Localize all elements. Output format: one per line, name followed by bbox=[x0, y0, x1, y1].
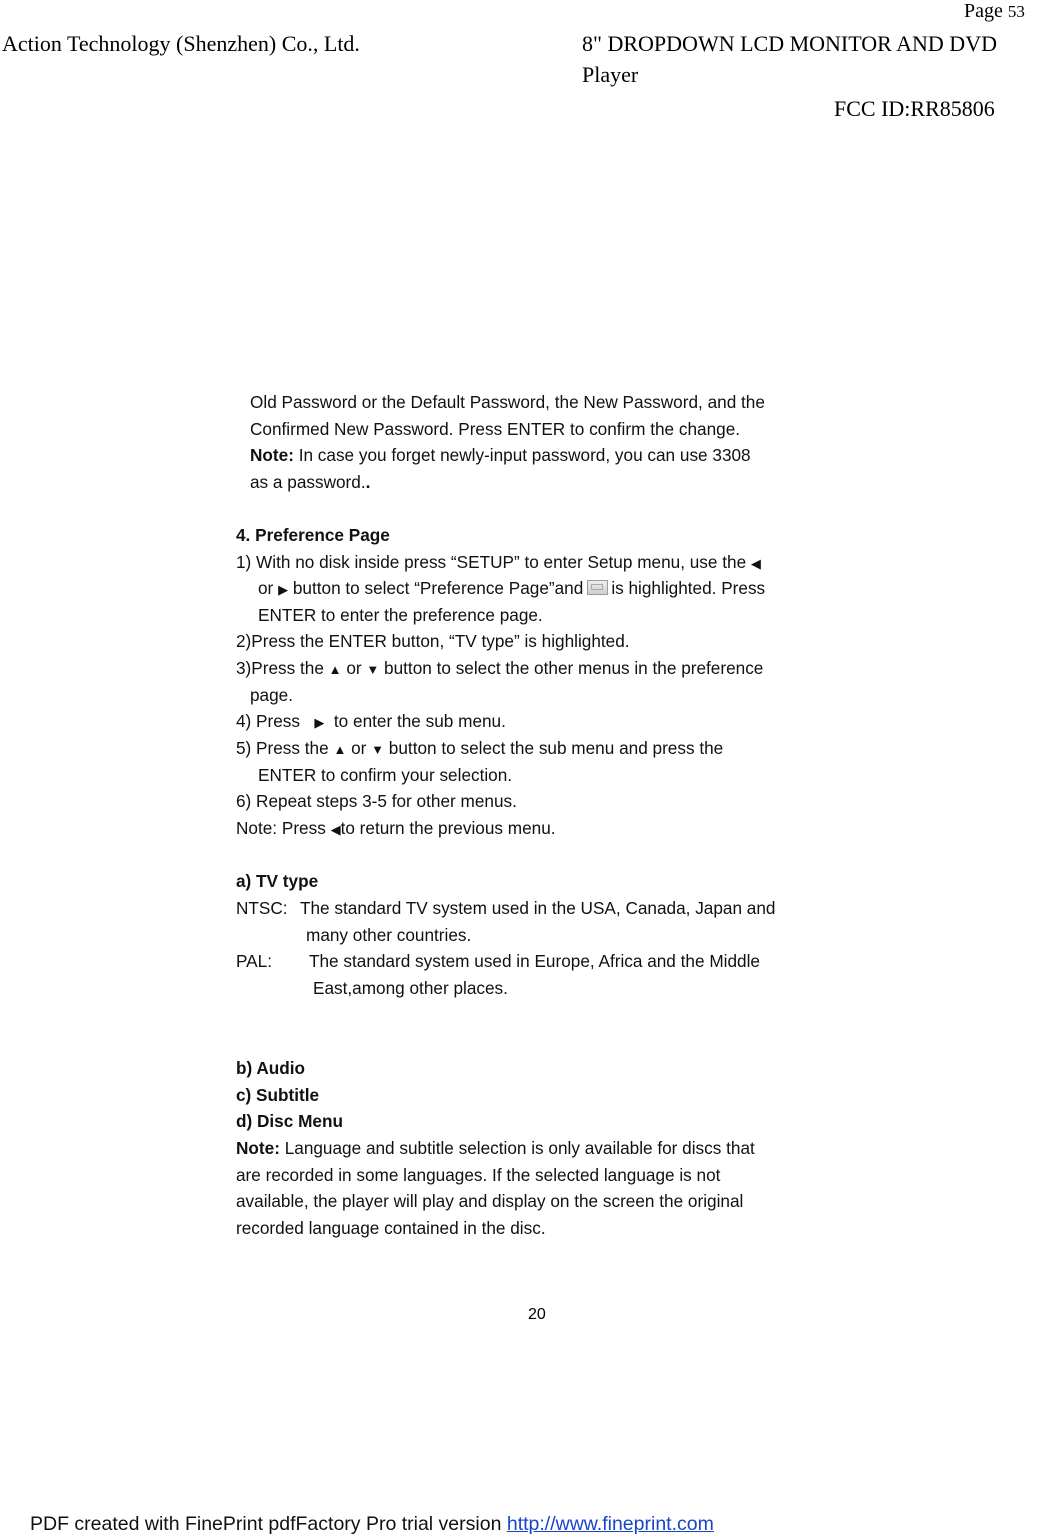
up-arrow-icon: ▲ bbox=[328, 662, 342, 677]
ntsc-description-line-2: many other countries. bbox=[306, 925, 472, 945]
password-line: Old Password or the Default Password, the New Password, and the bbox=[250, 392, 765, 412]
disc-menu-heading: d) Disc Menu bbox=[236, 1111, 343, 1131]
section-heading: 4. Preference Page bbox=[236, 525, 390, 545]
step-text: or bbox=[258, 578, 279, 598]
pal-description: The standard system used in Europe, Africa and the Middle bbox=[309, 951, 760, 971]
step-6: 6) Repeat steps 3-5 for other menus. bbox=[236, 791, 517, 811]
step-4 bbox=[236, 711, 506, 733]
step-text: button to select “Preference Page”and bbox=[292, 578, 584, 598]
step-text: is highlighted. Press bbox=[611, 578, 766, 598]
language-note bbox=[236, 1138, 755, 1158]
language-note-line: recorded language contained in the disc. bbox=[236, 1218, 546, 1238]
right-arrow-icon: ▶ bbox=[278, 582, 289, 597]
note-text: to return the previous menu. bbox=[340, 818, 556, 838]
password-note bbox=[250, 445, 751, 465]
step-3 bbox=[236, 658, 763, 680]
page-number: 53 bbox=[1007, 2, 1025, 21]
product-title-continued: Player bbox=[582, 62, 639, 87]
company-name: Action Technology (Shenzhen) Co., Ltd. bbox=[2, 31, 360, 56]
audio-heading: b) Audio bbox=[236, 1058, 306, 1078]
step-text: button to select the sub menu and press the bbox=[384, 738, 724, 758]
product-title: 8" DROPDOWN LCD MONITOR AND DVD bbox=[582, 31, 997, 56]
note-label: Note: bbox=[250, 445, 294, 465]
left-arrow-icon: ◀ bbox=[330, 822, 341, 837]
note-text: as a password. bbox=[250, 472, 366, 492]
language-note-line: are recorded in some languages. If the selected language is not bbox=[236, 1165, 721, 1185]
tv-type-heading: a) TV type bbox=[236, 871, 319, 891]
password-note-line: as a password.. bbox=[250, 472, 371, 492]
note-text: In case you forget newly-input password, you can use 3308 bbox=[293, 445, 751, 465]
step-1-line-2 bbox=[258, 578, 765, 600]
password-line: Confirmed New Password. Press ENTER to confirm the change. bbox=[250, 419, 741, 439]
down-arrow-icon: ▼ bbox=[371, 742, 385, 757]
step-5 bbox=[236, 738, 723, 760]
step-1-line-3: ENTER to enter the preference page. bbox=[258, 605, 543, 625]
note-text: Language and subtitle selection is only available for discs that bbox=[279, 1138, 755, 1158]
preference-note bbox=[236, 818, 556, 840]
step-text: 3)Press the bbox=[236, 658, 329, 678]
preference-menu-icon bbox=[587, 580, 608, 595]
up-arrow-icon: ▲ bbox=[333, 742, 347, 757]
subtitle-heading: c) Subtitle bbox=[236, 1085, 320, 1105]
step-text: 5) Press the bbox=[236, 738, 334, 758]
note-text: Note: Press bbox=[236, 818, 331, 838]
right-arrow-icon: ▶ bbox=[314, 715, 325, 730]
ntsc-label: NTSC: bbox=[236, 898, 288, 918]
manual-page-number: 20 bbox=[528, 1306, 546, 1323]
footer-text: PDF created with FinePrint pdfFactory Pro trial version bbox=[30, 1513, 507, 1535]
step-text: button to select the other menus in the preference bbox=[379, 658, 764, 678]
left-arrow-icon: ◀ bbox=[750, 556, 761, 571]
step-2: 2)Press the ENTER button, “TV type” is highlighted. bbox=[236, 631, 630, 651]
step-text: 4) Press bbox=[236, 711, 305, 731]
step-3-line-2: page. bbox=[250, 685, 294, 705]
step-text: or bbox=[351, 738, 372, 758]
down-arrow-icon: ▼ bbox=[366, 662, 380, 677]
step-text: to enter the sub menu. bbox=[333, 711, 506, 731]
step-text: or bbox=[346, 658, 367, 678]
fineprint-link[interactable]: http://www.fineprint.com bbox=[506, 1513, 714, 1535]
step-5-line-2: ENTER to confirm your selection. bbox=[258, 765, 513, 785]
pal-label: PAL: bbox=[236, 951, 272, 971]
page-label bbox=[964, 0, 1025, 23]
pdf-footer bbox=[30, 1513, 714, 1536]
step-1 bbox=[236, 552, 761, 574]
pal-description-line-2: East,among other places. bbox=[313, 978, 508, 998]
note-label: Note: bbox=[236, 1138, 280, 1158]
page-label-text: Page bbox=[964, 0, 1003, 22]
fcc-id: FCC ID:RR85806 bbox=[834, 96, 995, 121]
ntsc-description: The standard TV system used in the USA, Canada, Japan and bbox=[300, 898, 776, 918]
language-note-line: available, the player will play and display on the screen the original bbox=[236, 1191, 744, 1211]
step-text: 1) With no disk inside press “SETUP” to enter Setup menu, use the bbox=[236, 552, 751, 572]
